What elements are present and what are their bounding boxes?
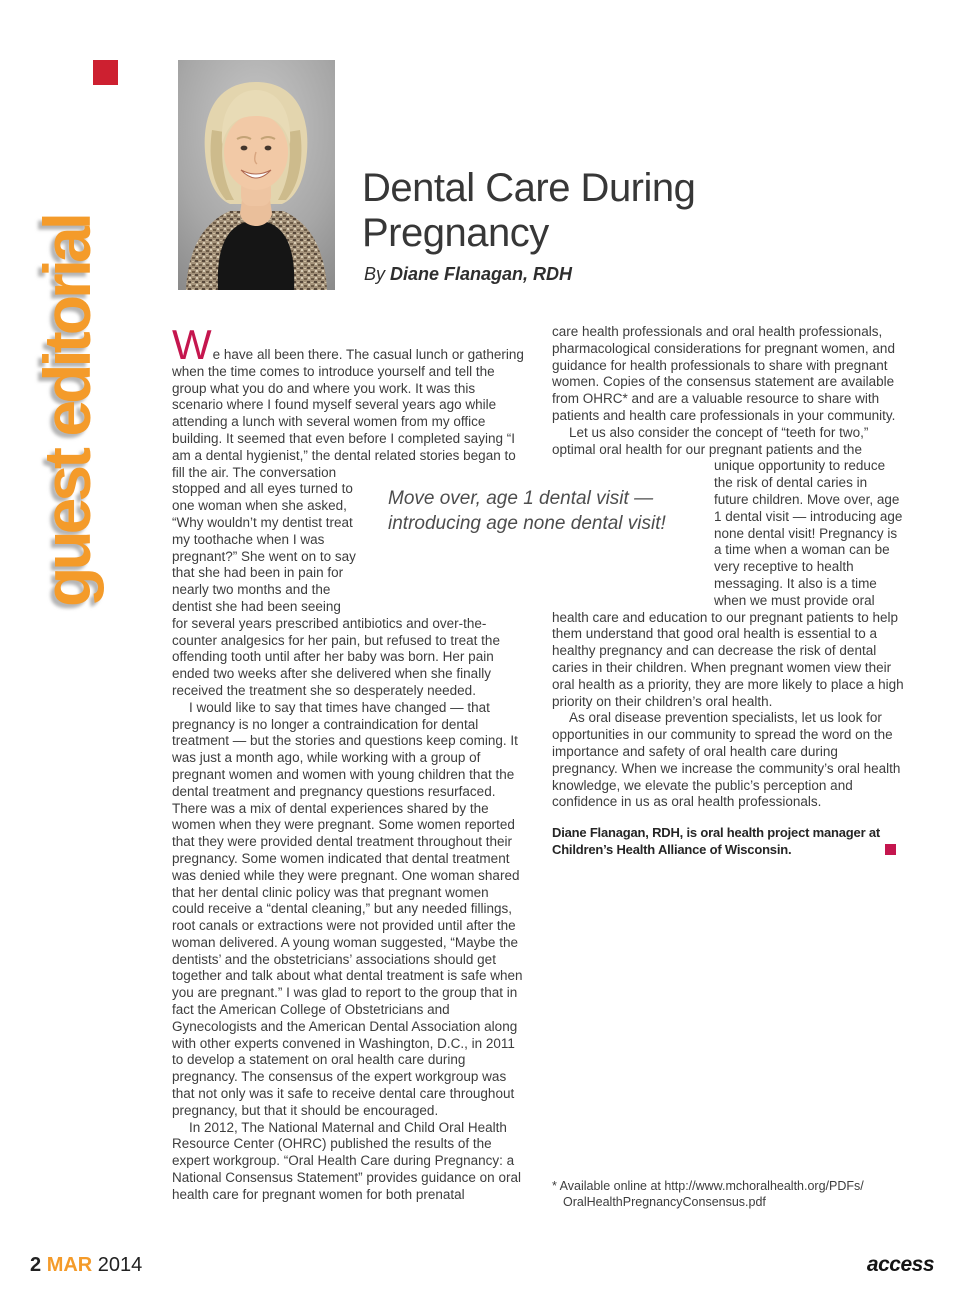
footer-month: MAR <box>46 1254 93 1276</box>
author-bio-text: Diane Flanagan, RDH, is oral health project manager at Children’s Health Alliance of Wisconsin. <box>552 825 881 858</box>
page-title: Dental Care During Pregnancy <box>362 166 696 255</box>
magazine-logo: access <box>866 1253 934 1276</box>
article-left-column <box>172 321 524 1204</box>
paragraph-1-rest: fill the air. The conversation stopped and all eyes turned to one woman when she asked, “Why wouldn’t my dentist treat my toothache when I was pregnant?” She went on to say that she had been in pain for nearly two months and the dentist she had been seeing for several years prescribed antibiotics and over-the-counter analgesics for her pain, but refused to treat the offending tooth until after her baby was born. Her pain ended two weeks after she delivered when she finally received the treatment she so desperately needed. <box>172 464 500 698</box>
paragraph-4: care health professionals and oral health professionals, pharmacological considerations for pregnant women, and guidance for health professionals to share with pregnant women. Copies of the consensus statement are available from OHRC* and are a valuable resource to share with patients and health care professionals in your community. <box>552 324 896 423</box>
paragraph-5 <box>552 425 904 711</box>
paragraph-3: In 2012, The National Maternal and Child Oral Health Resource Center (OHRC) published the results of the expert workgroup. “Oral Health Care during Pregnancy: a National Consensus Statement” provides guidance on oral health care for pregnant women for both prenatal <box>172 1119 521 1202</box>
footnote-line-2: OralHealthPregnancyConsensus.pdf <box>563 1195 766 1209</box>
byline-author: Diane Flanagan, RDH <box>390 264 573 284</box>
article-right-column <box>552 324 904 858</box>
paragraph-1 <box>172 321 524 700</box>
paragraph-5-start: Let us also consider the concept of “teeth for two,” optimal oral health for our pregnant patients and the <box>552 424 869 457</box>
section-marker-square <box>93 60 118 85</box>
drop-cap: W <box>172 321 212 368</box>
footnote-line-1: * Available online at http://www.mchoralhealth.org/PDFs/ <box>552 1179 864 1193</box>
footer-year: 2014 <box>97 1254 143 1276</box>
footnote <box>552 1178 914 1210</box>
author-photo-graphic <box>178 60 335 290</box>
author-bio <box>552 824 904 858</box>
paragraph-6: As oral disease prevention specialists, let us look for opportunities in our community to spread the word on the importance and safety of oral health care during pregnancy. When we increase the community’s oral health knowledge, we elevate the public’s perception and confidence in us as oral health professionals. <box>552 710 901 810</box>
end-mark-square <box>885 844 896 855</box>
footer-folio <box>30 1254 142 1277</box>
pull-quote-wrap-spacer-right <box>552 458 714 593</box>
section-label-vertical: guest editorial <box>30 215 104 607</box>
footer-page-number: 2 <box>30 1254 42 1276</box>
paragraph-2: I would like to say that times have changed — that pregnancy is no longer a contraindication for dental treatment — but the stories and questions keep coming. It was just a month ago, while working with a group of pregnant women and women with young children that the dental treatment and pregnancy questions resurfaced. There was a mix of dental experiences shared by the women when they were pregnant. Some women reported that they were provided dental treatment throughout their pregnancy. Some women indicated that dental treatment was denied while they were pregnant. One woman shared that her dental clinic policy was that pregnant women could receive a “dental cleaning,” but any needed fillings, root canals or extractions were not provided until after the woman delivered. A young woman suggested, “Maybe the dentists’ and the obstetricians’ associations should get together and talk about what dental treatment is safe when you are pregnant.” I was glad to report to the group that in fact the American College of Obstetricians and Gynecologists and the American Dental Association along with other experts convened in Washington, D.C., in 2011 to develop a statement on oral health care during pregnancy. The consensus of the expert workgroup was that not only was it safe to receive dental care throughout pregnancy, but that it should be encouraged. <box>172 699 523 1118</box>
pull-quote-wrap-spacer-left <box>360 465 524 600</box>
section-label-box <box>30 92 150 607</box>
paragraph-5-rest: unique opportunity to reduce the risk of dental caries in future children. Move over, age 1 dental visit — introducing age none dental visit! Pregnancy is a time when a woman can be very receptive to health messaging. It also is a time when we must provide oral health care and education to our pregnant patients to help them understand that good oral health is essential to a healthy pregnancy and can decrease the risk of dental caries in their children. When pregnant women view their oral health as a priority, they are more likely to place a high priority on their children’s oral health. <box>552 458 904 709</box>
author-photo <box>178 60 335 290</box>
byline-prefix: By <box>364 264 391 284</box>
paragraph-1-start: e have all been there. The casual lunch or gathering when the time comes to introduce yourself and tell the group what you do and where you work. It was this scenario where I found myself several years ago while attending a lunch with several women from my office building. It seemed that even before I completed saying “I am a dental hygienist,” the dental related stories began to <box>172 347 524 463</box>
byline <box>364 264 572 285</box>
pull-quote: Move over, age 1 dental visit — introducing age none dental visit! <box>388 488 666 534</box>
